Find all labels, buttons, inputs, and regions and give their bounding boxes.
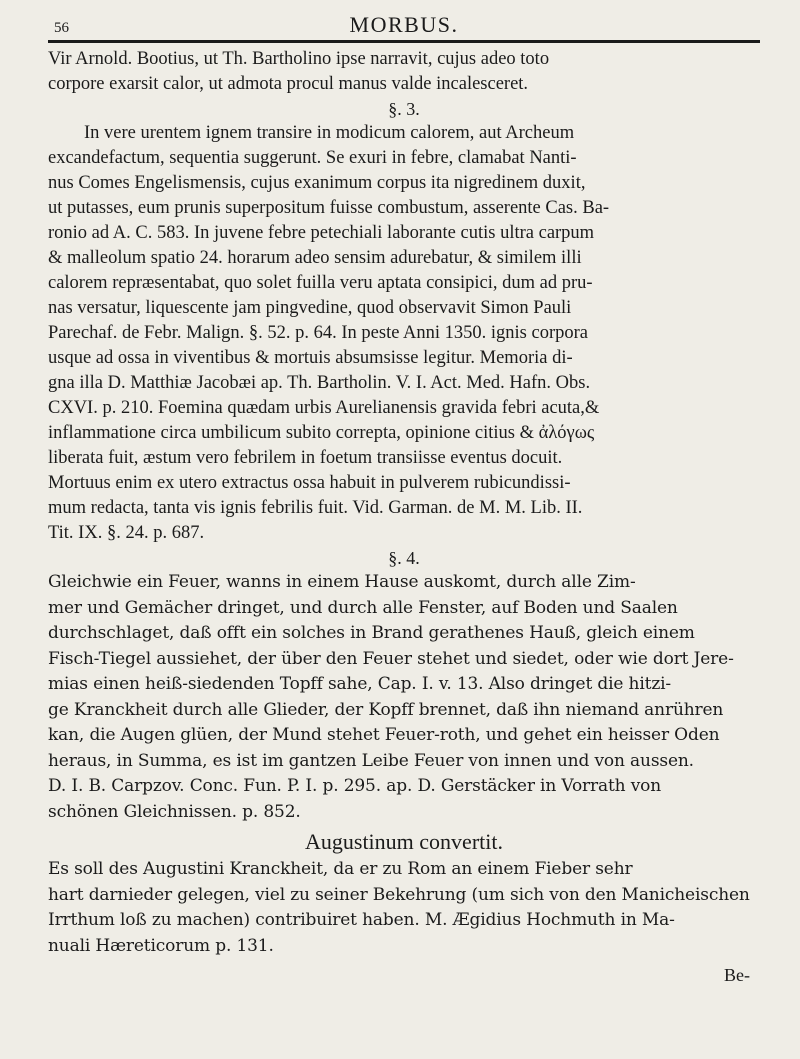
line: nuali Hæreticorum p. 131. bbox=[48, 935, 274, 956]
line: Mortuus enim ex utero extractus ossa habuit in pulverem rubicundissi- bbox=[48, 473, 571, 493]
line: nas versatur, liquescente jam pingvedine, quod observavit Simon Pauli bbox=[48, 298, 572, 318]
line: CXVI. p. 210. Foemina quædam urbis Aurelianensis gravida febri acuta,& bbox=[48, 398, 600, 418]
line: kan, die Augen glüen, der Mund stehet Feuer-roth, und gehet ein heisser Oden bbox=[48, 725, 720, 745]
line: liberata fuit, æstum vero febrilem in foetum transiisse eventus docuit. bbox=[48, 448, 563, 468]
line: Gleichwie ein Feuer, wanns in einem Hause auskomt, durch alle Zim- bbox=[48, 572, 636, 592]
line: excandefactum, sequentia suggerunt. Se exuri in febre, clamabat Nanti- bbox=[48, 148, 577, 168]
line: inflammatione circa umbilicum subito correpta, opinione citius & ἀλόγως bbox=[48, 423, 595, 443]
section-number: §. 4. bbox=[388, 548, 420, 568]
line: Irrthum loß zu machen) contribuiret haben. M. Ægidius Hochmuth in Ma- bbox=[48, 910, 675, 930]
paragraph-augustinus bbox=[48, 857, 760, 959]
header-rule bbox=[48, 40, 760, 43]
paragraph-german bbox=[48, 570, 760, 825]
line: heraus, in Summa, es ist im gantzen Leibe Feuer von innen und von aussen. bbox=[48, 750, 694, 771]
line: Vir Arnold. Bootius, ut Th. Bartholino ipse narravit, cujus adeo toto bbox=[48, 49, 550, 69]
line: schönen Gleichnissen. p. 852. bbox=[48, 801, 301, 822]
line: ronio ad A. C. 583. In juvene febre petechiali laborante cutis ultra carpum bbox=[48, 223, 595, 243]
line: Fisch-Tiegel aussiehet, der über den Feuer stehet und siedet, oder wie dort Jere- bbox=[48, 648, 734, 669]
line: mum redacta, tanta vis ignis febrilis fuit. Vid. Garman. de M. M. Lib. II. bbox=[48, 498, 583, 518]
page-number: 56 bbox=[54, 20, 69, 36]
line: usque ad ossa in viventibus & mortuis absumsisse legitur. Memoria di- bbox=[48, 348, 573, 368]
paragraph-bootius bbox=[48, 47, 760, 97]
line: mias einen heiß-siedenden Topff sahe, Cap. I. v. 13. Also dringet die hitzi- bbox=[48, 674, 672, 694]
line: hart darnieder gelegen, viel zu seiner Bekehrung (um sich von den Manicheischen bbox=[48, 884, 750, 905]
line: Es soll des Augustini Kranckheit, da er zu Rom an einem Fieber sehr bbox=[48, 859, 633, 879]
line: ge Kranckheit durch alle Glieder, der Kopff brennet, daß ihn niemand anrühren bbox=[48, 699, 724, 720]
section-number: §. 3. bbox=[388, 99, 420, 119]
running-title: MORBUS. bbox=[349, 12, 459, 37]
page-header bbox=[48, 8, 760, 38]
line: nus Comes Engelismensis, cujus exanimum corpus ita nigredinem duxit, bbox=[48, 173, 586, 193]
subheading: Augustinum convertit. bbox=[305, 829, 503, 854]
line: calorem repræsentabat, quo solet fuilla veru aptata consipici, dum ad pru- bbox=[48, 273, 593, 293]
line: corpore exarsit calor, ut admota procul manus valde incalesceret. bbox=[48, 74, 529, 94]
line: Tit. IX. §. 24. p. 687. bbox=[48, 523, 205, 543]
line: mer und Gemächer dringet, und durch alle Fenster, auf Boden und Saalen bbox=[48, 597, 678, 618]
line: gna illa D. Matthiæ Jacobæi ap. Th. Bartholin. V. I. Act. Med. Hafn. Obs. bbox=[48, 373, 591, 393]
line: durchschlaget, daß offt ein solches in Brand gerathenes Hauß, gleich einem bbox=[48, 623, 695, 643]
line: Parechaf. de Febr. Malign. §. 52. p. 64. In peste Anni 1350. ignis corpora bbox=[48, 323, 588, 343]
line: & malleolum spatio 24. horarum adeo sensim adurebatur, & similem illi bbox=[48, 248, 582, 268]
line: ut putasses, eum prunis superpositum fuisse combustum, asserente Cas. Ba- bbox=[48, 198, 610, 218]
line: D. I. B. Carpzov. Conc. Fun. P. I. p. 295. ap. D. Gerstäcker in Vorrath von bbox=[48, 776, 662, 796]
catchword: Be- bbox=[724, 965, 750, 985]
line: In vere urentem ignem transire in modicum calorem, aut Archeum bbox=[84, 123, 575, 143]
paragraph-latin bbox=[48, 121, 760, 546]
